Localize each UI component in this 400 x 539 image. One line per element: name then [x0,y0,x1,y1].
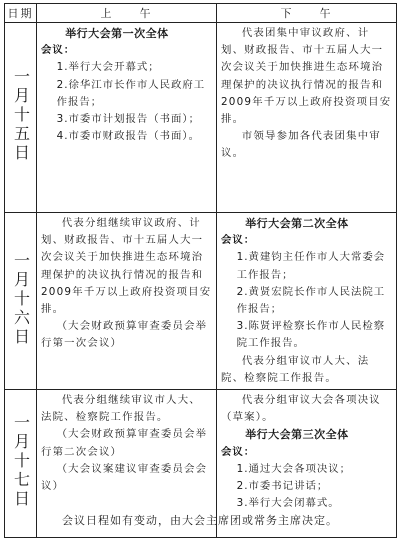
day-row [5,213,397,390]
header-afternoon: 下 午 [217,4,397,23]
session-title-cont: 会议： [41,44,76,57]
date-label: 一月十五日 [11,68,31,163]
date-label: 一月十七日 [11,414,31,510]
day-row [5,23,397,213]
session-title-cont: 会议： [221,234,256,247]
agenda-paragraph: 代表分组审议大会各项决议（草案）。 [221,394,381,424]
morning-cell [37,23,217,213]
agenda-item: 3.陈贤评检察长作市人民检察院工作报告。 [236,320,386,350]
agenda-footer-note: 会议日程如有变动，由大会主席团或常务主席决定。 [62,514,338,527]
agenda-note: （大会议案建议审查委员会会议） [41,462,208,493]
morning-cell [37,213,217,390]
agenda-note: （大会财政预算审查委员会举行第二次会议） [41,428,208,458]
date-label: 一月十六日 [11,251,31,347]
agenda-paragraph: 代表团集中审议政府、计划、财政报告、市十五届人大一次会议关于加快推进生态环境治理保护的决议执行情况的报告和2009年千万以上政府投资项目安排。 [221,27,392,126]
afternoon-cell [217,213,397,390]
agenda-paragraph: 代表分组继续审议市人大、法院、检察院工作报告。 [41,394,201,424]
agenda-item: 4.市委市财政报告（书面）。 [56,130,200,143]
date-cell [5,23,37,213]
header-morning: 上 午 [37,4,217,23]
agenda-item: 3.市委市计划报告（书面）； [56,113,200,126]
agenda-paragraph: 代表分组审议市人大、法院、检察院工作报告。 [221,354,370,384]
agenda-paragraph: 代表分组继续审议政府、计划、财政报告、市十五届人大一次会议关于加快推进生态环境治理保护的决议执行情况的报告和2009年千万以上政府投资项目安排。 [41,217,212,316]
session-title: 举行大会第一次全体 [65,27,169,40]
session-title: 举行大会第二次全体 [245,217,349,230]
agenda-note: （大会财政预算审查委员会举行第一次会议） [41,320,208,350]
agenda-paragraph: 市领导参加各代表团集中审议。 [221,130,381,160]
header-date: 日期 [5,4,37,23]
afternoon-cell [217,23,397,213]
session-title-cont: 会议： [221,445,256,458]
session-title: 举行大会第三次全体 [245,428,349,442]
date-cell [5,213,37,390]
agenda-item: 3.举行大会闭幕式。 [236,497,340,510]
agenda-item: 2.徐华江市长作市人民政府工作报告； [56,78,206,108]
agenda-item: 1.黄建钧主任作市人大常委会工作报告； [236,251,386,281]
agenda-item: 1.通过大会各项决议； [236,462,352,475]
agenda-item: 2.市委书记讲话； [236,480,329,493]
header-row [5,4,397,23]
agenda-item: 1.举行大会开幕式； [56,61,160,74]
agenda-table [4,3,397,538]
agenda-item: 2.黄贤宏院长作市人民法院工作报告； [236,285,386,316]
